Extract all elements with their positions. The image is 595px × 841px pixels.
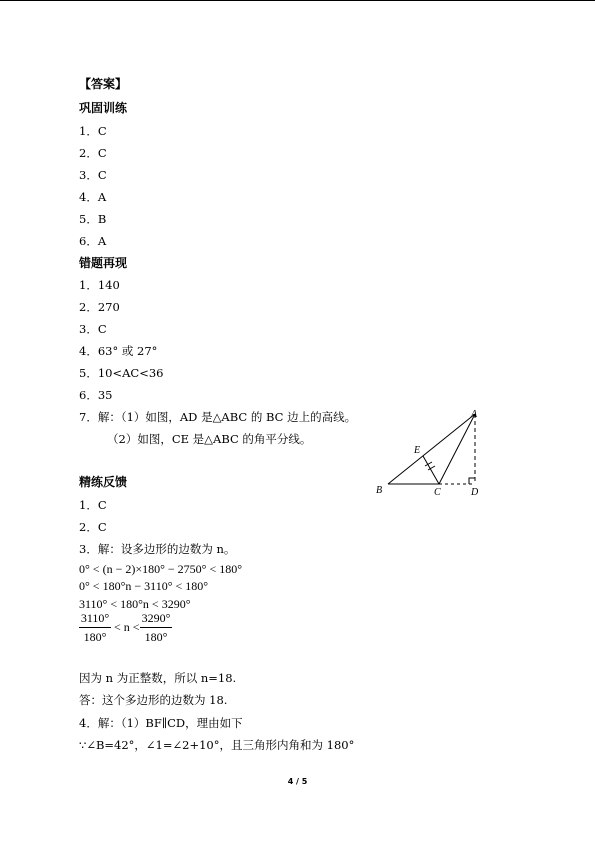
answer-line: 答：这个多边形的边数为 18.: [79, 693, 228, 707]
section-title-practice-feedback: 精练反馈: [79, 475, 128, 489]
list-item: 3．C: [79, 168, 107, 182]
side-ac: [439, 414, 475, 484]
list-item: 2．270: [79, 300, 120, 314]
list-item: 6．35: [79, 388, 113, 402]
top-rule: [0, 0, 595, 1]
list-item: 5．10<AC<36: [79, 366, 164, 380]
bisector-ce: [423, 456, 439, 484]
label-c: C: [434, 487, 441, 498]
list-item: 7．解：（1）如图，AD 是△ABC 的 BC 边上的高线。: [79, 410, 357, 424]
fraction-left-numerator: 3110°: [80, 611, 110, 625]
list-item: 1．140: [79, 278, 120, 292]
side-ab: [388, 414, 475, 484]
section-title-consolidation: 巩固训练: [79, 101, 128, 115]
fraction-right-denominator: 180°: [144, 630, 168, 644]
label-e: E: [414, 445, 421, 456]
fraction-right-numerator: 3290°: [141, 611, 171, 625]
inequality-1: 0° < (n − 2)×180° − 2750° < 180°: [79, 562, 243, 576]
list-item: 6．A: [79, 234, 107, 248]
fraction-left-denominator: 180°: [83, 630, 107, 644]
list-item: 2．C: [79, 520, 107, 534]
reasoning-line: 因为 n 为正整数，所以 n=18.: [79, 671, 237, 685]
fraction-inequality: [79, 611, 179, 645]
list-item: （2）如图，CE 是△ABC 的角平分线。: [107, 432, 312, 446]
label-a: A: [471, 409, 478, 420]
section-title-error-review: 错题再现: [79, 256, 128, 270]
answer-heading: 【答案】: [79, 77, 128, 91]
list-item: 3．C: [79, 322, 107, 336]
inequality-2: 0° < 180°n − 3110° < 180°: [79, 579, 209, 593]
fraction-bar: [79, 627, 111, 628]
label-b: B: [376, 485, 383, 496]
fraction-middle: < n <: [114, 620, 140, 634]
fraction-bar: [140, 627, 172, 628]
list-item: 3．解：设多边形的边数为 n。: [79, 542, 236, 556]
label-d: D: [471, 487, 479, 498]
inequality-3: 3110° < 180°n < 3290°: [79, 597, 191, 611]
list-item: 2．C: [79, 146, 107, 160]
list-item: ∵∠B=42°，∠1=∠2+10°，且三角形内角和为 180°: [79, 738, 355, 752]
list-item: 4．63° 或 27°: [79, 344, 158, 358]
list-item: 4．解：（1）BF∥CD，理由如下: [79, 716, 243, 730]
list-item: 5．B: [79, 212, 107, 226]
list-item: 1．C: [79, 498, 107, 512]
list-item: 1．C: [79, 124, 107, 138]
right-angle-mark: [469, 478, 475, 484]
page-number: 4 / 5: [287, 777, 308, 786]
list-item: 4．A: [79, 190, 107, 204]
triangle-figure: [372, 407, 482, 499]
